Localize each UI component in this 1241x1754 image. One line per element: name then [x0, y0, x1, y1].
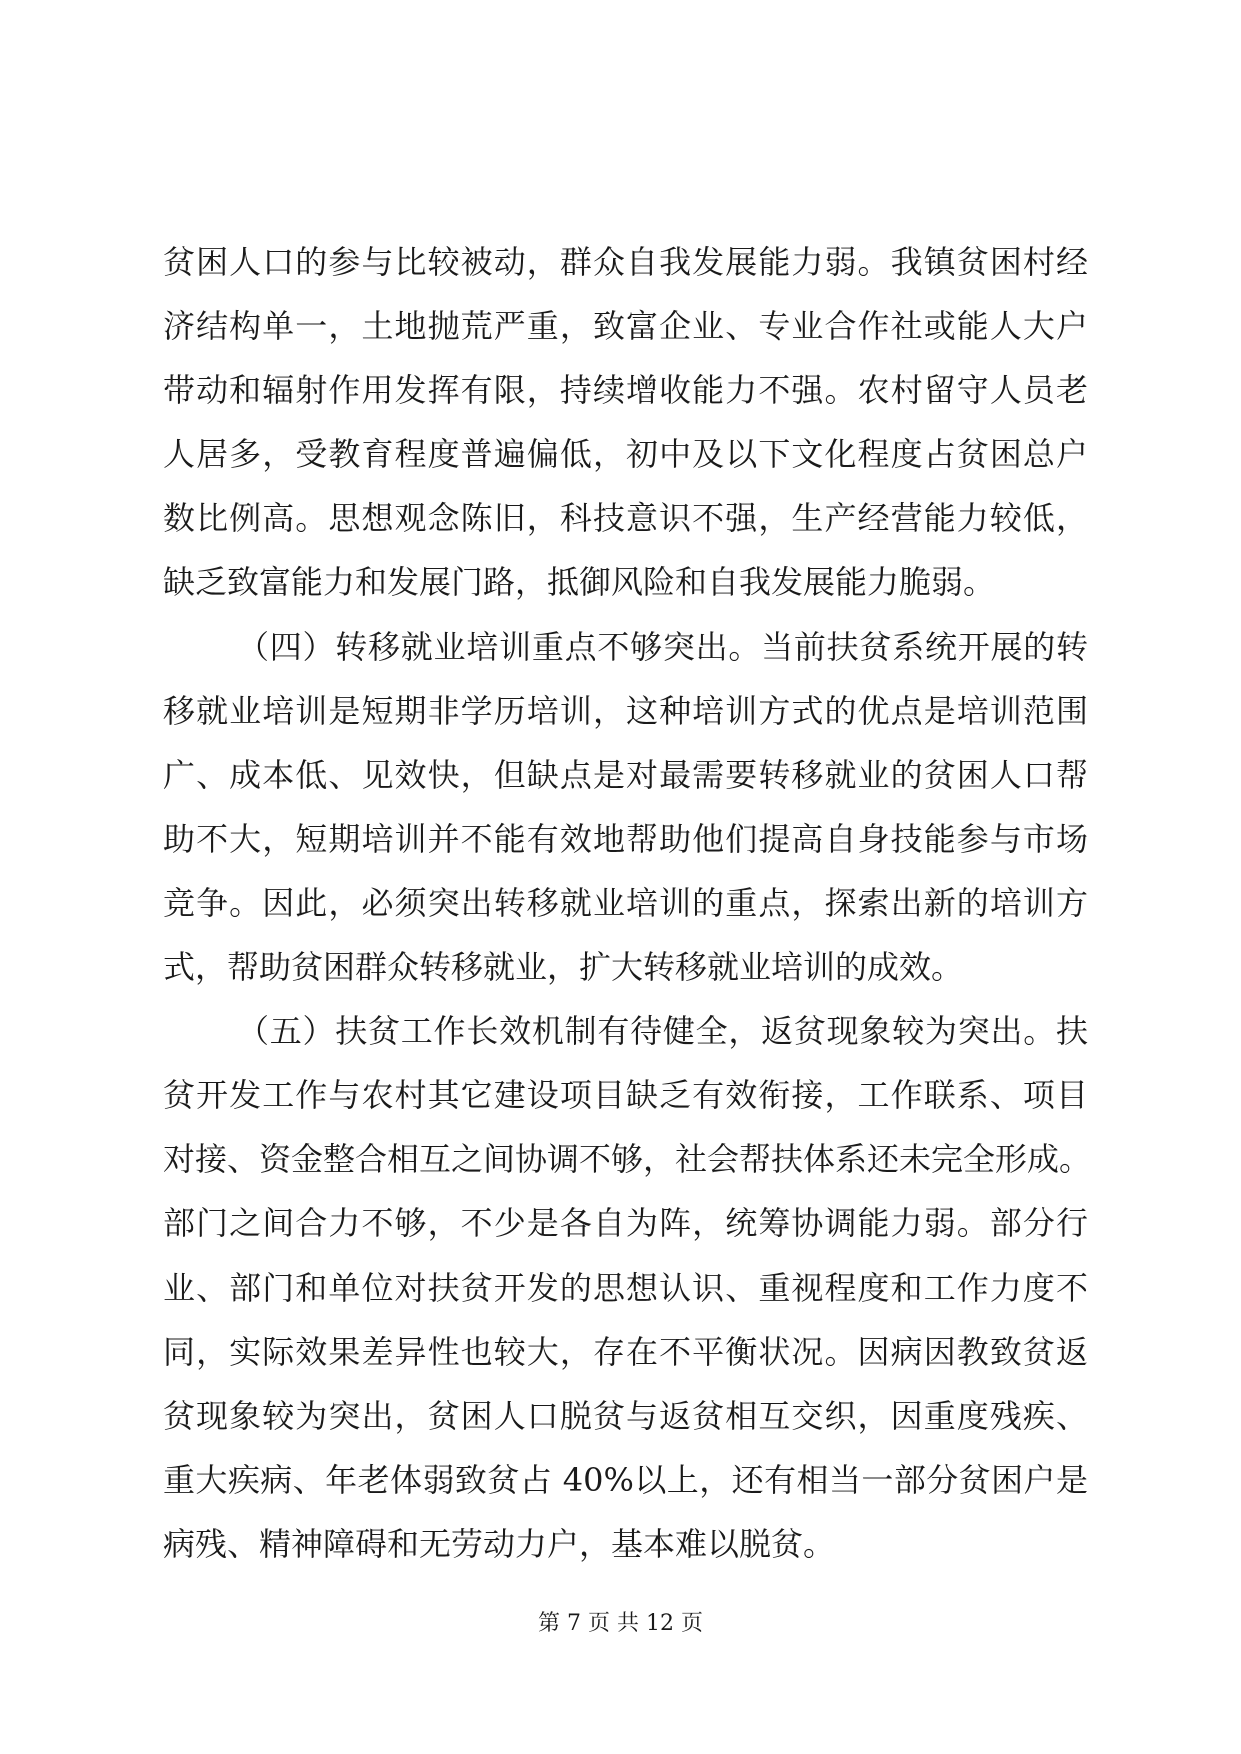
text-line: 同，实际效果差异性也较大，存在不平衡状况。因病因教致贫返: [163, 1332, 1088, 1371]
text-line: （五）扶贫工作长效机制有待健全，返贫现象较为突出。扶: [237, 1012, 1088, 1051]
text-line: 贫现象较为突出，贫困人口脱贫与返贫相互交织，因重度残疾、: [163, 1396, 1088, 1435]
text-line: （四）转移就业培训重点不够突出。当前扶贫系统开展的转: [237, 627, 1088, 666]
paragraph-3: [163, 999, 1092, 1576]
text-line: 重大疾病、年老体弱致贫占 40%以上，还有相当一部分贫困户是: [163, 1460, 1088, 1499]
text-line: 贫困人口的参与比较被动，群众自我发展能力弱。我镇贫困村经: [163, 243, 1088, 281]
text-line: 助不大，短期培训并不能有效地帮助他们提高自身技能参与市场: [163, 819, 1088, 858]
paragraph-1: [163, 230, 1088, 615]
text-line: 病残、精神障碍和无劳动力户，基本难以脱贫。: [163, 1524, 836, 1563]
page-number-footer: 第 7 页 共 12 页: [538, 1611, 703, 1636]
text-line: 数比例高。思想观念陈旧，科技意识不强，生产经营能力较低，: [163, 499, 1088, 538]
text-line: 移就业培训是短期非学历培训，这种培训方式的优点是培训范围: [163, 691, 1088, 730]
paragraph-2: [163, 615, 1088, 1000]
body-text: [163, 230, 1092, 1576]
text-line: 济结构单一，土地抛荒严重，致富企业、专业合作社或能人大户: [163, 307, 1088, 346]
text-line: 广、成本低、见效快，但缺点是对最需要转移就业的贫困人口帮: [163, 755, 1088, 794]
text-line: 贫开发工作与农村其它建设项目缺乏有效衔接，工作联系、项目: [163, 1076, 1088, 1115]
text-line: 人居多，受教育程度普遍偏低，初中及以下文化程度占贫困总户: [163, 435, 1088, 474]
text-line: 式，帮助贫困群众转移就业，扩大转移就业培训的成效。: [163, 948, 964, 987]
text-line: 带动和辐射作用发挥有限，持续增收能力不强。农村留守人员老: [163, 371, 1088, 410]
text-line: 部门之间合力不够，不少是各自为阵，统筹协调能力弱。部分行: [163, 1204, 1088, 1243]
text-line: 竞争。因此，必须突出转移就业培训的重点，探索出新的培训方: [163, 883, 1088, 922]
text-line: 对接、资金整合相互之间协调不够，社会帮扶体系还未完全形成。: [163, 1140, 1092, 1179]
text-line: 缺乏致富能力和发展门路，抵御风险和自我发展能力脆弱。: [163, 563, 996, 602]
text-line: 业、部门和单位对扶贫开发的思想认识、重视程度和工作力度不: [163, 1268, 1088, 1307]
